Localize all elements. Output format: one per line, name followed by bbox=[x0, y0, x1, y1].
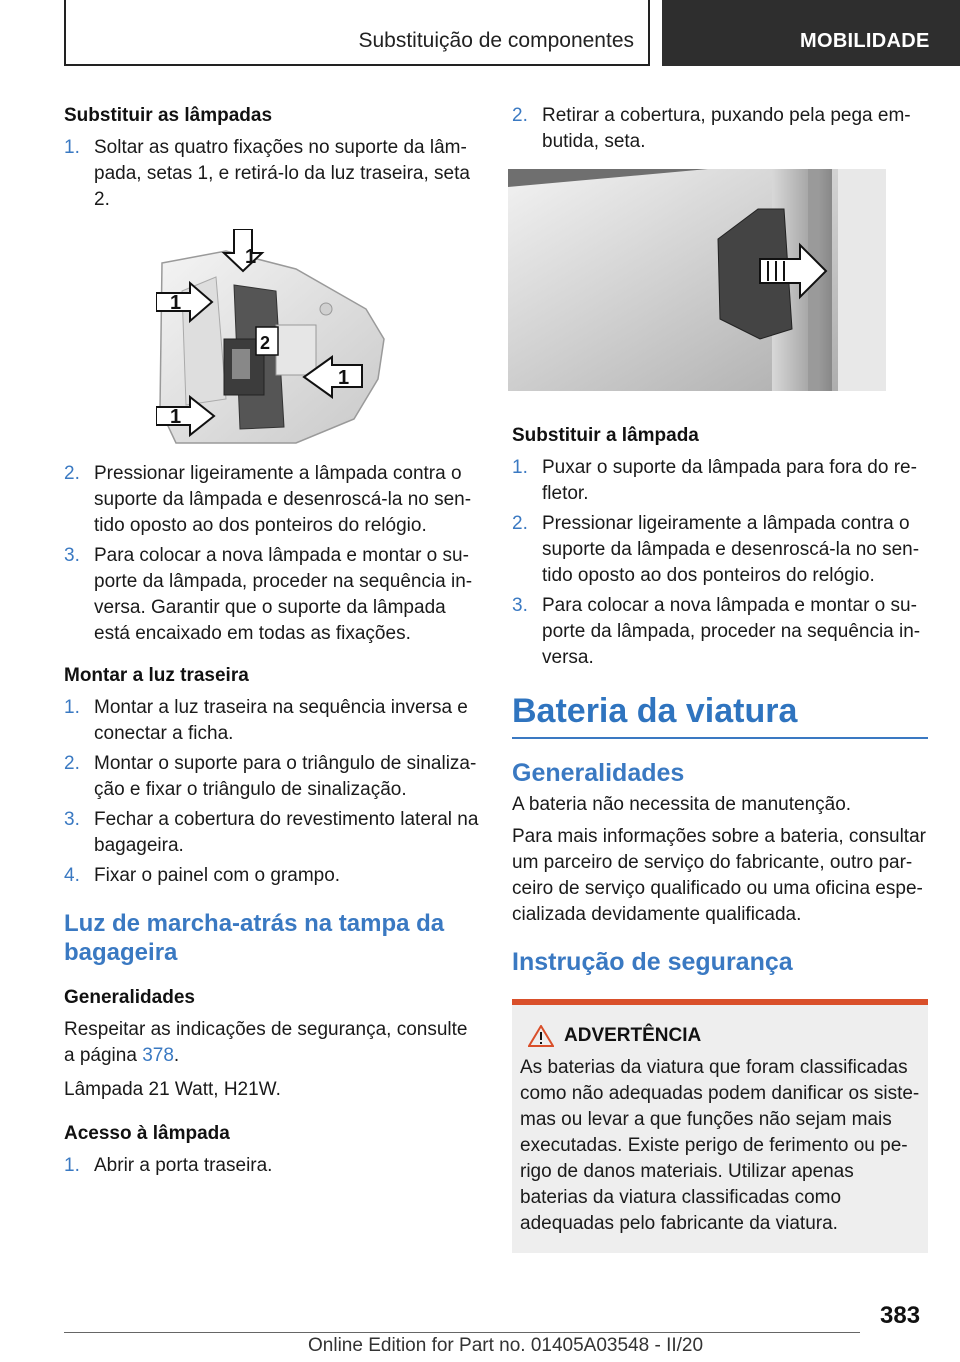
battery-title: Bateria da viatura bbox=[512, 692, 798, 730]
replace-bulb-title: Substituir a lâmpada bbox=[512, 425, 699, 446]
page-reference-link[interactable]: 378 bbox=[142, 1045, 174, 1066]
tail-light-illustration bbox=[156, 229, 388, 447]
tail-light-figure bbox=[156, 229, 388, 447]
safety-title: Instrução de segurança bbox=[512, 948, 793, 976]
warning-text: As baterias da viatura que foram classificadas como não adequadas podem danificar os siste-mas ou levar a que funções não sejam mais executadas. Existe perigo de ferimento ou pe-rigo de danos materiais. Utilizar apenas baterias da viatura classificadas como adequadas pelo fabricante da viatura. bbox=[520, 1057, 920, 1234]
warning-title: ADVERTÊNCIA bbox=[564, 1025, 702, 1046]
battery-general-title: Generalidades bbox=[512, 759, 685, 787]
replace-bulb-steps bbox=[512, 455, 928, 671]
list-item: 1. Abrir a porta traseira. bbox=[64, 1155, 273, 1176]
header-chapter-title: MOBILIDADE bbox=[800, 30, 930, 52]
access-bulb-steps bbox=[64, 1153, 480, 1179]
list-item: 2. Retirar a cobertura, puxando pela pega em-butida, seta. bbox=[512, 105, 911, 152]
header-chapter-box bbox=[662, 0, 960, 66]
list-item: 1. Montar a luz traseira na sequência inversa e conectar a ficha. bbox=[64, 697, 468, 744]
bulb-spec-text: Lâmpada 21 Watt, H21W. bbox=[64, 1079, 281, 1100]
reverse-general-title: Generalidades bbox=[64, 987, 195, 1008]
access-bulb-title: Acesso à lâmpada bbox=[64, 1123, 230, 1144]
replace-bulbs-steps-cont bbox=[64, 461, 480, 647]
list-item: 3. Para colocar a nova lâmpada e montar o su-porte da lâmpada, proceder na sequência in-versa. Garantir que o suporte da lâmpada está encaixado em todas as fixações. bbox=[64, 545, 473, 644]
header-section-title: Substituição de componentes bbox=[358, 29, 634, 52]
figure-label: 1 bbox=[245, 246, 257, 268]
list-item: 2. Pressionar ligeiramente a lâmpada contra o suporte da lâmpada e desenroscá-la no sen-tido oposto ao dos ponteiros do relógio. bbox=[64, 463, 472, 536]
list-item: 2. Pressionar ligeiramente a lâmpada contra o suporte da lâmpada e desenroscá-la no sen-tido oposto ao dos ponteiros do relógio. bbox=[512, 513, 920, 586]
figure-label: 1 bbox=[170, 292, 182, 314]
mount-tail-light-steps bbox=[64, 695, 480, 889]
battery-title-rule bbox=[512, 737, 928, 739]
reverse-light-title: Luz de marcha-atrás na tampa da bagageira bbox=[64, 910, 445, 966]
list-item: 1. Soltar as quatro fixações no suporte da lâm-pada, setas 1, e retirá-lo da luz traseira, seta 2. bbox=[64, 137, 470, 210]
access-bulb-steps-cont bbox=[512, 103, 928, 155]
figure-label: 1 bbox=[338, 367, 350, 389]
footer-edition: Online Edition for Part no. 01405A03548 - II/20 bbox=[308, 1335, 704, 1356]
battery-general-p1: A bateria não necessita de manutenção. bbox=[512, 794, 852, 815]
list-item: 1. Puxar o suporte da lâmpada para fora do re-fletor. bbox=[512, 457, 917, 504]
footer-rule bbox=[64, 1332, 860, 1333]
page-number: 383 bbox=[880, 1302, 921, 1329]
list-item: 3. Para colocar a nova lâmpada e montar o su-porte da lâmpada, proceder na sequência in-versa. bbox=[512, 595, 921, 668]
list-item: 3. Fechar a cobertura do revestimento lateral na bagageira. bbox=[64, 809, 479, 856]
left-column bbox=[64, 103, 480, 1179]
reverse-general-text: Respeitar as indicações de segurança, consulte a página 378. bbox=[64, 1019, 468, 1066]
figure-label: 2 bbox=[260, 333, 271, 353]
header-section-box bbox=[64, 0, 650, 66]
cover-removal-figure bbox=[508, 169, 886, 391]
battery-general-p2: Para mais informações sobre a bateria, consultar um parceiro de serviço do fabricante, outro par-ceiro de serviço qualificado ou uma oficina espe-cializada devidamente qualificada. bbox=[512, 826, 926, 925]
right-column bbox=[512, 103, 928, 1253]
list-item: 4. Fixar o painel com o grampo. bbox=[64, 865, 341, 886]
figure-label: 1 bbox=[170, 406, 182, 428]
mount-tail-light-title: Montar a luz traseira bbox=[64, 665, 249, 686]
warning-box bbox=[512, 999, 928, 1253]
warning-triangle-icon bbox=[528, 1025, 554, 1047]
list-item: 2. Montar o suporte para o triângulo de sinaliza-ção e fixar o triângulo de sinalização. bbox=[64, 753, 477, 800]
replace-bulbs-steps bbox=[64, 135, 480, 213]
replace-bulbs-title: Substituir as lâmpadas bbox=[64, 105, 273, 126]
cover-removal-illustration bbox=[508, 169, 886, 391]
